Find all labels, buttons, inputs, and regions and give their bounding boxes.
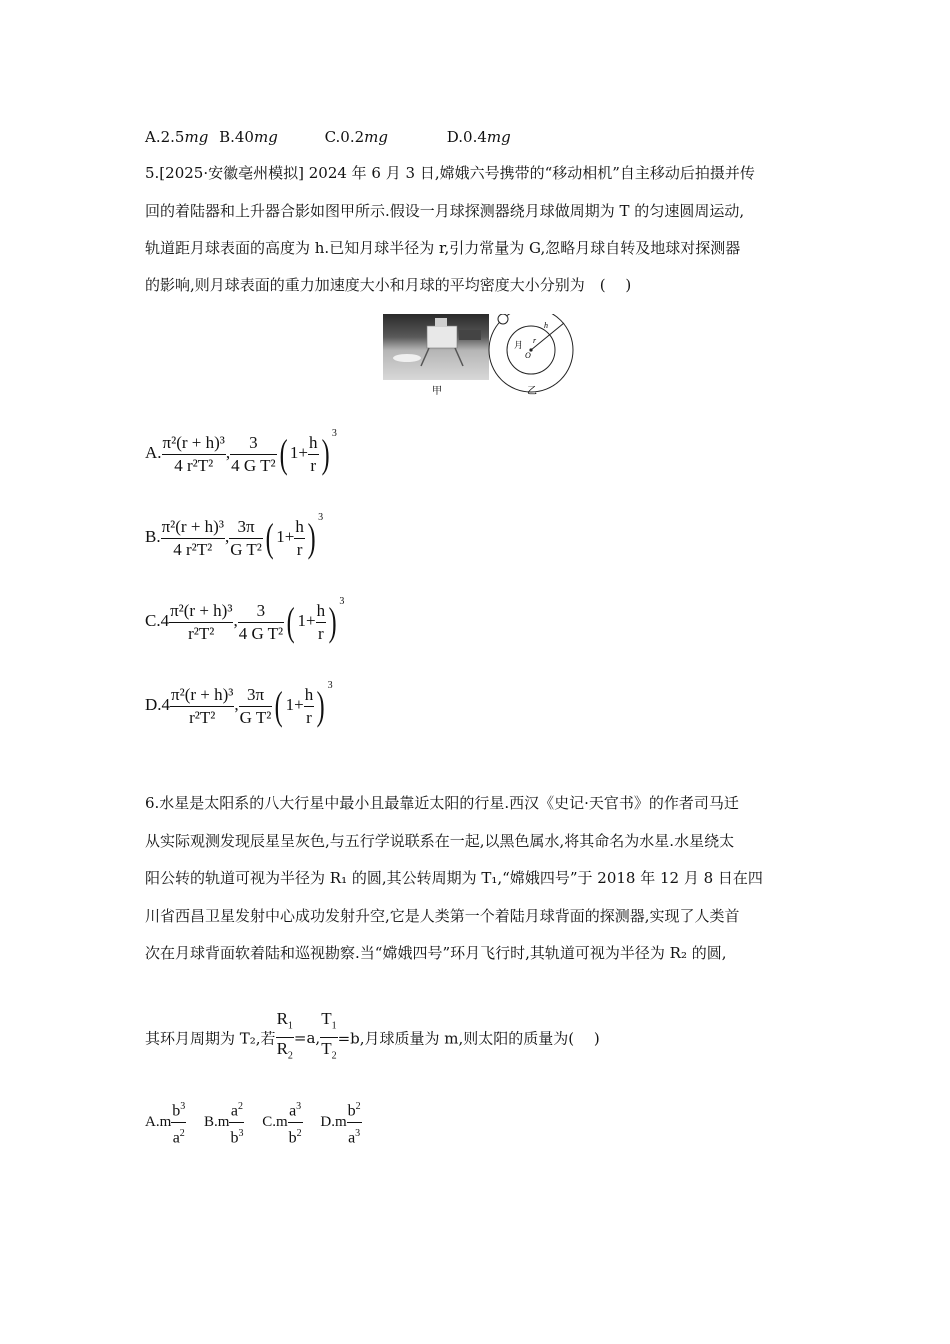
option-letter: C.4: [145, 611, 170, 630]
fig-r-label: r: [533, 336, 537, 345]
q4-options: [145, 128, 511, 146]
numerator: 3π: [229, 516, 263, 539]
fraction-3: $\frac{h}{r}$: [304, 684, 314, 727]
denominator: G T²: [230, 539, 262, 559]
q6-line-4: 川省西昌卫星发射中心成功发射升空,它是人类第一个着陆月球背面的探测器,实现了人类首: [145, 907, 740, 925]
q4-option-a: A.2.5mg: [145, 128, 209, 146]
denominator: 4 r²T²: [173, 539, 213, 559]
q5-option-d: D.4 $\frac{\text{π²(r + h)³}}{\text{r²T²}}$ , $\frac{3\pi}{\text{G T²}}$ ( 1+ $\frac{h}{r}$ ) $^3$: [145, 680, 333, 729]
fraction-r1-r2: $\frac{R_1}{R_2}$: [276, 1009, 293, 1062]
fig-label-a: 甲: [432, 386, 442, 397]
denominator: 4 G T²: [231, 455, 276, 475]
fraction-3: $\frac{h}{r}$: [309, 432, 318, 475]
fraction-2: [229, 516, 263, 561]
q6-line-5: 次在月球背面软着陆和巡视勘察.当“嫦娥四号”环月飞行时,其轨道可视为半径为 R₂ 的圆,: [145, 944, 727, 962]
numerator: π²(r + h)³: [169, 600, 233, 623]
q6-line-6: [145, 1008, 600, 1068]
q5-option-a: A. $\frac{\text{π²(r + h)³}}{\text{4 r²T²}}$ , $\frac{3}{\text{4 G T²}}$ ( 1+ $\frac{h}{r}$ ) $^3$: [145, 428, 337, 477]
q5-figure: [383, 314, 581, 398]
q4-option-d: D.0.4mg: [446, 128, 511, 146]
q6-option-c: C.m $\frac{a^3}{b^2}$: [262, 1114, 302, 1130]
fig-o-label: O: [525, 351, 531, 360]
q5-line-3: 轨道距月球表面的高度为 h.已知月球半径为 r,引力常量为 G,忽略月球自转及地球对探测器: [145, 239, 741, 257]
fraction-1: [162, 432, 226, 477]
q6-option-b: B.m $\frac{a^2}{b^3}$: [204, 1114, 244, 1130]
q6-option-a: A.m $\frac{b^3}{a^2}$: [145, 1114, 186, 1130]
denominator: r²T²: [188, 623, 215, 643]
option-letter: B.: [145, 527, 161, 546]
q5-line-2: 回的着陆器和上升器合影如图甲所示.假设一月球探测器绕月球做周期为 T 的匀速圆周运动,: [145, 202, 745, 220]
q6-line-6-mid1: =a,: [293, 1028, 321, 1047]
q6-line-6-mid2: =b,月球质量为 m,则太阳的质量为( ): [337, 1029, 600, 1048]
denominator: r²T²: [189, 707, 216, 727]
denominator: G T²: [239, 707, 272, 727]
numerator: 3: [238, 600, 284, 623]
q5-option-b: B. $\frac{\text{π²(r + h)³}}{\text{4 r²T²}}$ , $\frac{3\pi}{\text{G T²}}$ ( 1+ $\frac{h}{r}$ ) $^3$: [145, 512, 324, 561]
q6-option-d: D.m $\frac{b^2}{a^3}$: [320, 1114, 361, 1130]
denominator: 4 G T²: [238, 623, 284, 643]
numerator: 3: [230, 432, 276, 455]
fraction-3: $\frac{h}{r}$: [316, 600, 326, 643]
fraction-2: [230, 432, 276, 477]
option-letter: A.: [145, 443, 162, 462]
fraction-1: [169, 600, 233, 645]
q6-line-2: 从实际观测发现辰星呈灰色,与五行学说联系在一起,以黑色属水,将其命名为水星.水星绕太: [145, 832, 735, 850]
fig-moon-label: 月: [514, 340, 524, 350]
fraction-3: $\frac{h}{r}$: [295, 516, 304, 559]
fraction-t1-t2: $\frac{T_1}{T_2}$: [321, 1009, 337, 1062]
q6-options: [145, 1096, 362, 1150]
q5-option-c: C.4 $\frac{\text{π²(r + h)³}}{\text{r²T²}}$ , $\frac{3}{\text{4 G T²}}$ ( 1+ $\frac{h}{r}$ ) $^3$: [145, 596, 345, 645]
q6-line-6-pre: 其环月周期为 T₂,若: [145, 1029, 276, 1048]
q6-line-1: 6.水星是太阳系的八大行星中最小且最靠近太阳的行星.西汉《史记·天官书》的作者司马迁: [145, 794, 739, 812]
denominator: 4 r²T²: [174, 455, 214, 475]
q5-line-4: 的影响,则月球表面的重力加速度大小和月球的平均密度大小分别为 ( ): [145, 276, 632, 294]
fraction-1: [161, 516, 225, 561]
q6-line-3: 阳公转的轨道可视为半径为 R₁ 的圆,其公转周期为 T₁,“嫦娥四号”于 2018 年 12 月 8 日在四: [145, 869, 763, 887]
option-letter: D.4: [145, 695, 171, 714]
fraction-1: [170, 684, 234, 729]
numerator: π²(r + h)³: [162, 432, 226, 455]
fig-label-b: 乙: [527, 386, 537, 397]
q5-line-1: 5.[2025·安徽亳州模拟] 2024 年 6 月 3 日,嫦娥六号携带的“移动相机”自主移动后拍摄并传: [145, 164, 755, 182]
q5-figure-svg: [383, 314, 581, 398]
q4-option-c: C.0.2mg: [324, 128, 388, 146]
fig-h-label: h: [544, 321, 548, 330]
numerator: 3π: [239, 684, 273, 707]
fraction-2: [239, 684, 273, 729]
fraction-2: [238, 600, 284, 645]
numerator: π²(r + h)³: [161, 516, 225, 539]
q4-option-b: B.40mg: [219, 128, 278, 146]
numerator: π²(r + h)³: [170, 684, 234, 707]
